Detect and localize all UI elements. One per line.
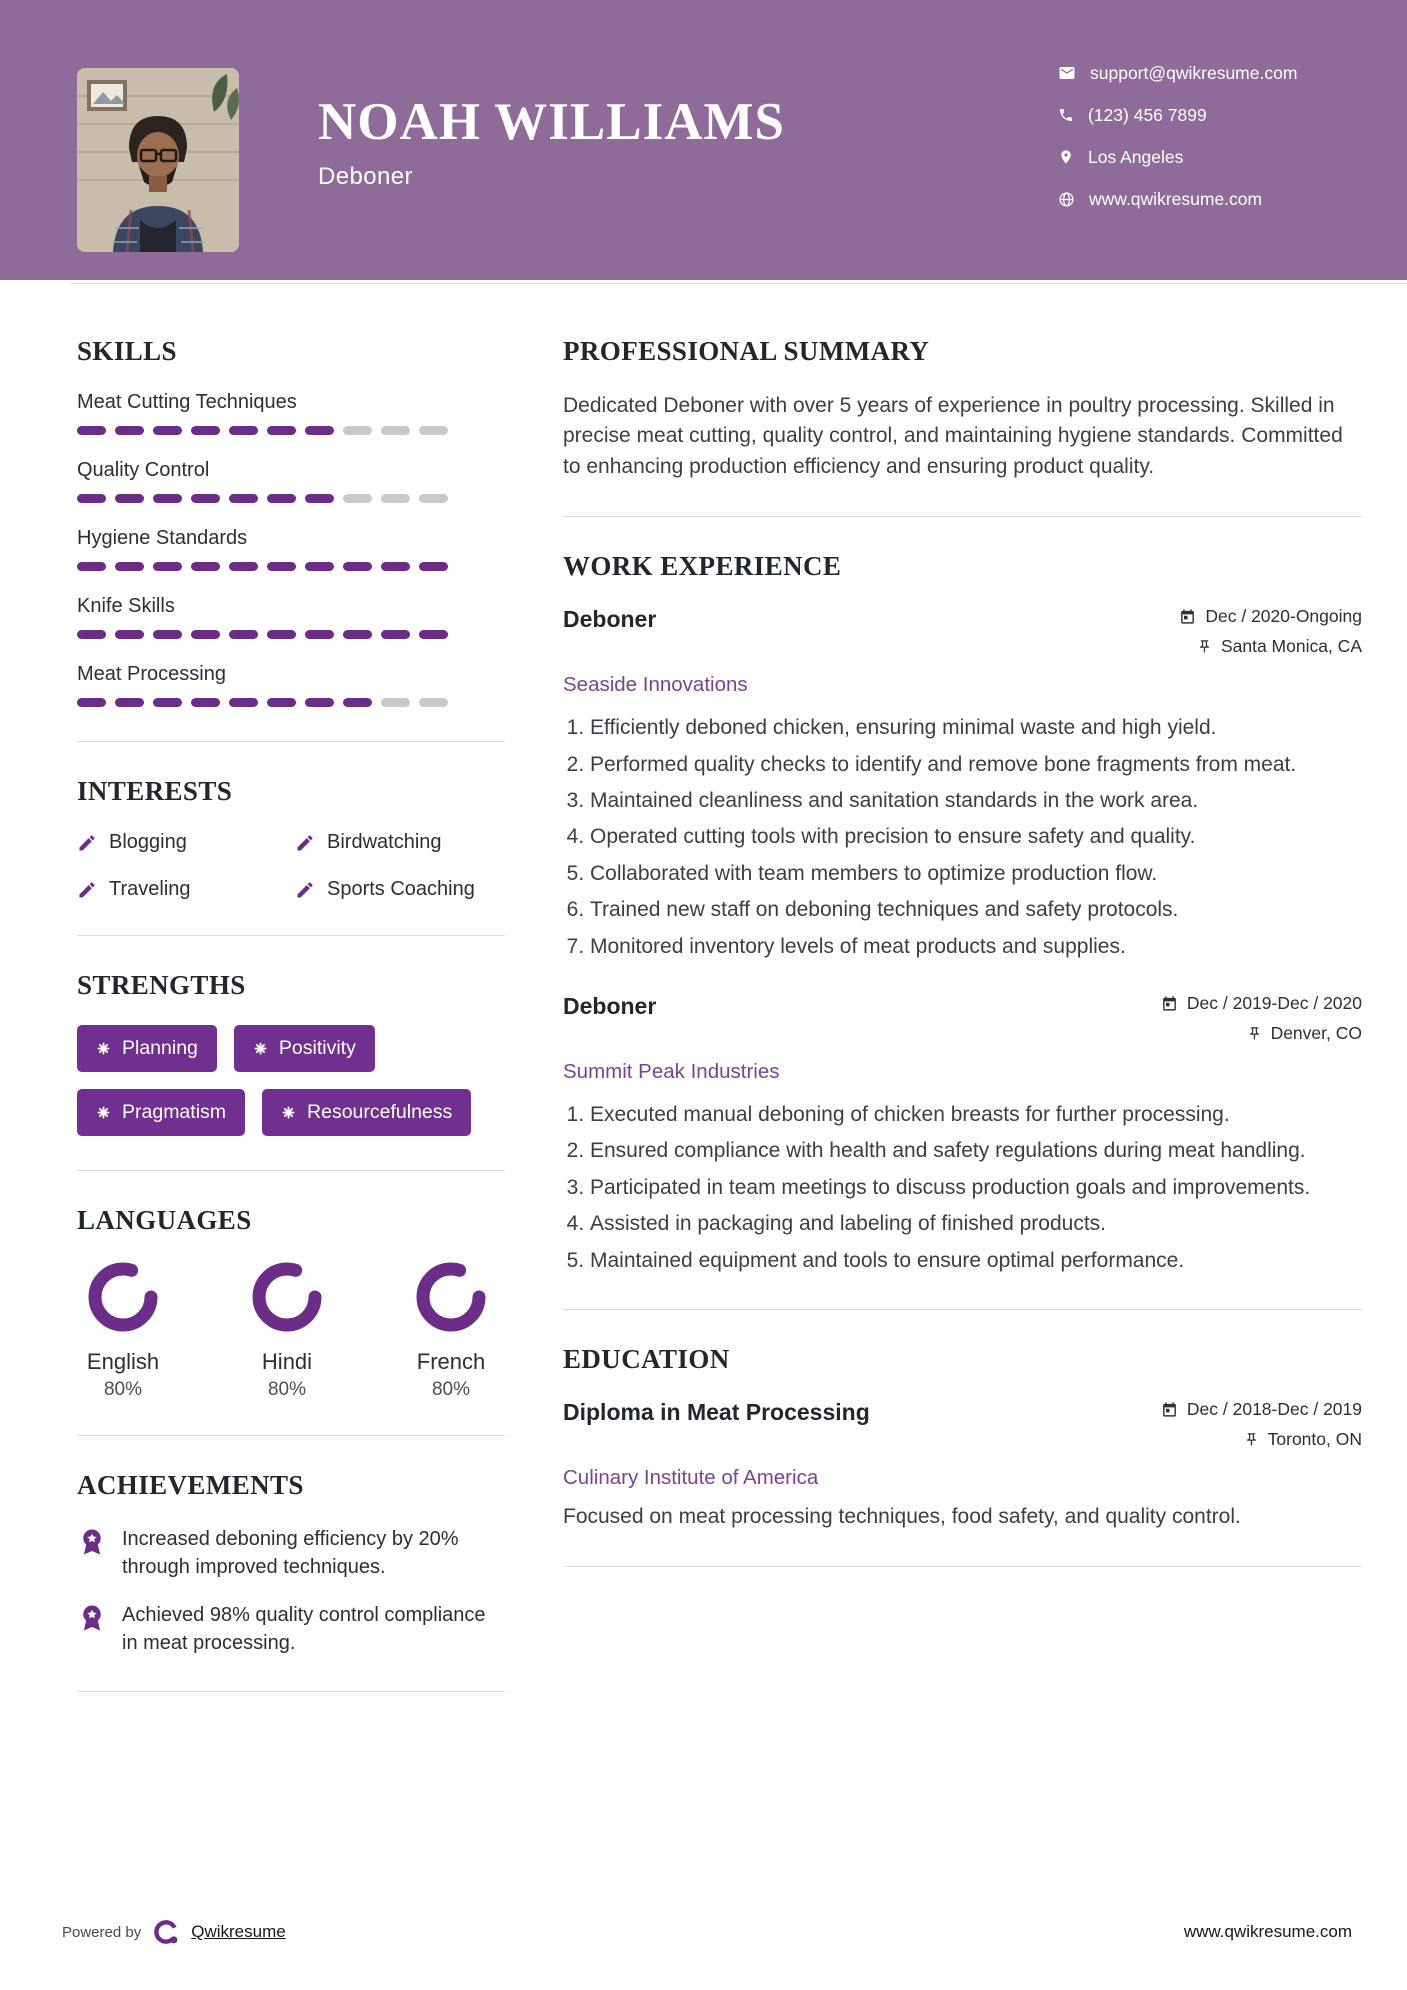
summary-section: [563, 336, 1362, 482]
calendar-icon: [1161, 1401, 1178, 1418]
contact-email-text: support@qwikresume.com: [1090, 62, 1298, 83]
divider: [77, 1691, 505, 1692]
job-entry: [563, 993, 1362, 1275]
blog-icon: [295, 880, 315, 900]
job-bullet: 4. Assisted in packaging and labeling of finished products.: [590, 1209, 1362, 1238]
skill-bar: [77, 426, 505, 435]
job-meta: [1179, 606, 1362, 666]
skill-row: [77, 663, 505, 707]
interest-item: [295, 878, 505, 901]
job-bullet: 3. Maintained cleanliness and sanitation standards in the work area.: [590, 786, 1362, 815]
languages-heading: LANGUAGES: [77, 1205, 252, 1235]
skill-bar: [77, 698, 505, 707]
skill-dash: [77, 630, 106, 639]
achievement-item: [77, 1525, 505, 1581]
skill-label: Meat Cutting Techniques: [77, 391, 297, 413]
skill-dash: [419, 698, 448, 707]
phone-icon: [1058, 107, 1074, 123]
sidebar: [77, 336, 505, 1726]
language-item: [405, 1260, 497, 1401]
main-column: [563, 336, 1362, 1726]
education-header: [563, 1399, 1362, 1459]
job-bullet: 7. Monitored inventory levels of meat products and supplies.: [590, 932, 1362, 961]
job-meta: [1161, 993, 1362, 1053]
job-location-row: [1179, 636, 1362, 657]
skill-dash: [267, 562, 296, 571]
strength-label: Pragmatism: [122, 1101, 227, 1123]
identity-block: [318, 92, 785, 191]
interests-heading: INTERESTS: [77, 776, 233, 806]
strengths-section: [77, 970, 505, 1136]
skill-dash: [229, 630, 258, 639]
job-location: Denver, CO: [1270, 1023, 1362, 1044]
interest-item: [295, 831, 505, 854]
job-bullet: 2. Performed quality checks to identify and remove bone fragments from meat.: [590, 750, 1362, 779]
flower-icon: [253, 1041, 268, 1056]
job-dates-row: [1179, 606, 1362, 627]
interest-label: Traveling: [109, 878, 191, 900]
job-entry: [563, 606, 1362, 961]
education-location-row: [1161, 1429, 1362, 1450]
skill-dash: [305, 562, 334, 571]
person-name: NOAH WILLIAMS: [318, 93, 786, 151]
skill-dash: [115, 630, 144, 639]
school-name: Culinary Institute of America: [563, 1466, 819, 1489]
contact-location: [1058, 136, 1297, 178]
calendar-icon: [1161, 995, 1178, 1012]
strength-tag: [77, 1089, 245, 1136]
skill-dash: [191, 698, 220, 707]
skill-dash: [115, 562, 144, 571]
skill-row: [77, 459, 505, 503]
strength-label: Resourcefulness: [307, 1101, 453, 1123]
brand-link[interactable]: Qwikresume: [191, 1922, 286, 1941]
job-dates: Dec / 2019-Dec / 2020: [1186, 993, 1362, 1014]
header: [0, 0, 1407, 280]
language-percent: 80%: [103, 1379, 143, 1400]
skill-dash: [229, 426, 258, 435]
content: [0, 284, 1407, 1726]
language-item: [77, 1260, 169, 1401]
contact-website-text: www.qwikresume.com: [1089, 188, 1263, 209]
summary-text: Dedicated Deboner with over 5 years of experience in poultry processing. Skilled in precise meat cutting, quality control, and maintaining hygiene standards. Committed to enhancing production efficiency and ensuring product quality.: [563, 394, 1343, 478]
language-name: Hindi: [261, 1349, 313, 1374]
job-header: [563, 606, 1362, 666]
achievement-text: Increased deboning efficiency by 20% through improved techniques.: [122, 1528, 459, 1578]
skill-dash: [305, 698, 334, 707]
contact-location-text: Los Angeles: [1088, 146, 1184, 167]
divider: [563, 516, 1362, 517]
skill-dash: [381, 426, 410, 435]
skill-dash: [191, 494, 220, 503]
skill-dash: [419, 630, 448, 639]
achievement-text: Achieved 98% quality control compliance in meat processing.: [122, 1604, 486, 1654]
job-bullet: 2. Ensured compliance with health and safety regulations during meat handling.: [590, 1136, 1362, 1165]
divider: [77, 741, 505, 742]
skill-label: Hygiene Standards: [77, 527, 248, 549]
education-entry: [563, 1399, 1362, 1532]
strength-tag: [77, 1025, 217, 1072]
flower-icon: [96, 1041, 111, 1056]
skill-dash: [305, 630, 334, 639]
email-icon: [1058, 64, 1076, 82]
contact-email[interactable]: [1058, 52, 1297, 94]
summary-heading: PROFESSIONAL SUMMARY: [563, 336, 930, 366]
skill-dash: [343, 494, 372, 503]
skill-dash: [153, 494, 182, 503]
language-percent: 80%: [267, 1379, 307, 1400]
skill-dash: [115, 494, 144, 503]
skill-dash: [153, 426, 182, 435]
skill-label: Quality Control: [77, 459, 210, 481]
job-location-row: [1161, 1023, 1362, 1044]
skill-dash: [419, 562, 448, 571]
interests-section: [77, 776, 505, 901]
contact-phone-text: (123) 456 7899: [1088, 104, 1207, 125]
education-heading: EDUCATION: [563, 1344, 730, 1374]
job-bullet: 6. Trained new staff on deboning techniques and safety protocols.: [590, 895, 1362, 924]
job-bullet: 3. Participated in team meetings to discuss production goals and improvements.: [590, 1173, 1362, 1202]
achievements-section: [77, 1470, 505, 1657]
achievements-heading: ACHIEVEMENTS: [77, 1470, 304, 1500]
skill-dash: [229, 698, 258, 707]
education-meta: [1161, 1399, 1362, 1459]
skill-dash: [77, 562, 106, 571]
blog-icon: [77, 880, 97, 900]
skill-dash: [115, 426, 144, 435]
education-section: [563, 1344, 1362, 1532]
contact-list: [1058, 52, 1297, 220]
skill-dash: [229, 494, 258, 503]
interest-item: [77, 831, 287, 854]
language-donut: [250, 1260, 324, 1334]
languages-row: [77, 1260, 505, 1401]
education-description: Focused on meat processing techniques, food safety, and quality control.: [563, 1505, 1241, 1528]
skill-label: Knife Skills: [77, 595, 175, 617]
skill-dash: [191, 630, 220, 639]
skill-dash: [77, 494, 106, 503]
experience-heading: WORK EXPERIENCE: [563, 551, 842, 582]
skill-dash: [343, 698, 372, 707]
skill-dash: [305, 426, 334, 435]
divider: [77, 1170, 505, 1171]
pushpin-icon: [1247, 1026, 1262, 1041]
language-item: [241, 1260, 333, 1401]
strengths-heading: STRENGTHS: [77, 970, 246, 1000]
job-title: Deboner: [563, 606, 657, 633]
skill-dash: [267, 698, 296, 707]
skill-dash: [381, 494, 410, 503]
job-bullet: 4. Operated cutting tools with precision to ensure safety and quality.: [590, 822, 1362, 851]
interests-list: [77, 831, 505, 901]
skill-bar: [77, 562, 505, 571]
skills-section: [77, 336, 505, 707]
skill-dash: [267, 426, 296, 435]
skill-bar: [77, 494, 505, 503]
pushpin-icon: [1244, 1432, 1259, 1447]
education-dates-row: [1161, 1399, 1362, 1420]
skills-heading: SKILLS: [77, 336, 177, 366]
skill-dash: [153, 630, 182, 639]
language-donut: [414, 1260, 488, 1334]
skill-dash: [381, 698, 410, 707]
achievement-item: [77, 1601, 505, 1657]
education-location: Toronto, ON: [1267, 1429, 1362, 1449]
globe-icon: [1058, 191, 1075, 208]
skill-dash: [191, 426, 220, 435]
degree-name: Diploma in Meat Processing: [563, 1399, 870, 1425]
skill-label: Meat Processing: [77, 663, 226, 685]
strengths-list: [77, 1025, 505, 1136]
skill-row: [77, 527, 505, 571]
skill-bar: [77, 630, 505, 639]
experience-section: [563, 551, 1362, 1275]
interest-label: Birdwatching: [327, 831, 442, 853]
skill-row: [77, 595, 505, 639]
job-bullet: 1. Executed manual deboning of chicken breasts for further processing.: [590, 1100, 1362, 1129]
calendar-icon: [1179, 608, 1196, 625]
interest-item: [77, 878, 287, 901]
skill-dash: [153, 698, 182, 707]
job-bullet: 1. Efficiently deboned chicken, ensuring minimal waste and high yield.: [590, 713, 1362, 742]
language-name: English: [86, 1349, 160, 1374]
pushpin-icon: [1197, 639, 1212, 654]
strength-tag: [234, 1025, 375, 1072]
language-percent: 80%: [431, 1379, 471, 1400]
skill-dash: [77, 426, 106, 435]
education-dates: Dec / 2018-Dec / 2019: [1186, 1399, 1362, 1419]
qwikresume-logo-icon: [152, 1918, 180, 1946]
skill-dash: [343, 630, 372, 639]
skill-dash: [153, 562, 182, 571]
interest-label: Blogging: [109, 831, 187, 853]
skill-dash: [419, 494, 448, 503]
skill-dash: [381, 630, 410, 639]
award-icon: [77, 1527, 107, 1557]
job-dates: Dec / 2020-Ongoing: [1205, 606, 1362, 627]
skill-dash: [343, 426, 372, 435]
contact-website[interactable]: [1058, 178, 1297, 220]
strength-tag: [262, 1089, 471, 1136]
company-name: Summit Peak Industries: [563, 1060, 780, 1084]
divider: [563, 1566, 1362, 1567]
interest-label: Sports Coaching: [327, 878, 475, 900]
flower-icon: [281, 1105, 296, 1120]
strength-label: Positivity: [278, 1037, 356, 1059]
language-name: French: [416, 1349, 486, 1374]
location-icon: [1058, 149, 1074, 165]
skill-row: [77, 391, 505, 435]
skill-dash: [229, 562, 258, 571]
skill-dash: [267, 630, 296, 639]
job-header: [563, 993, 1362, 1053]
divider: [563, 1309, 1362, 1310]
skill-dash: [305, 494, 334, 503]
job-location: Santa Monica, CA: [1220, 636, 1362, 657]
languages-section: [77, 1205, 505, 1401]
company-name: Seaside Innovations: [563, 673, 748, 697]
divider: [77, 935, 505, 936]
language-donut: [86, 1260, 160, 1334]
skill-dash: [191, 562, 220, 571]
footer: [62, 1918, 1352, 1946]
divider: [77, 1435, 505, 1436]
skill-dash: [343, 562, 372, 571]
job-bullet: 5. Maintained equipment and tools to ensure optimal performance.: [590, 1246, 1362, 1275]
award-icon: [77, 1603, 107, 1633]
powered-by: [62, 1918, 286, 1946]
footer-website: www.qwikresume.com: [1183, 1922, 1352, 1941]
job-bullet: 5. Collaborated with team members to optimize production flow.: [590, 859, 1362, 888]
flower-icon: [96, 1105, 111, 1120]
blog-icon: [77, 833, 97, 853]
job-title: Deboner: [563, 993, 657, 1020]
skill-dash: [419, 426, 448, 435]
job-bullets: [563, 713, 1362, 961]
skill-dash: [115, 698, 144, 707]
job-bullets: [563, 1100, 1362, 1275]
blog-icon: [295, 833, 315, 853]
contact-phone: [1058, 94, 1297, 136]
powered-by-label: Powered by: [62, 1923, 142, 1941]
skill-dash: [77, 698, 106, 707]
profile-photo: [77, 68, 239, 252]
strength-label: Planning: [122, 1037, 198, 1059]
skill-dash: [267, 494, 296, 503]
profile-photo-image: [77, 68, 239, 252]
person-job-title: Deboner: [318, 163, 413, 190]
job-dates-row: [1161, 993, 1362, 1014]
skill-dash: [381, 562, 410, 571]
